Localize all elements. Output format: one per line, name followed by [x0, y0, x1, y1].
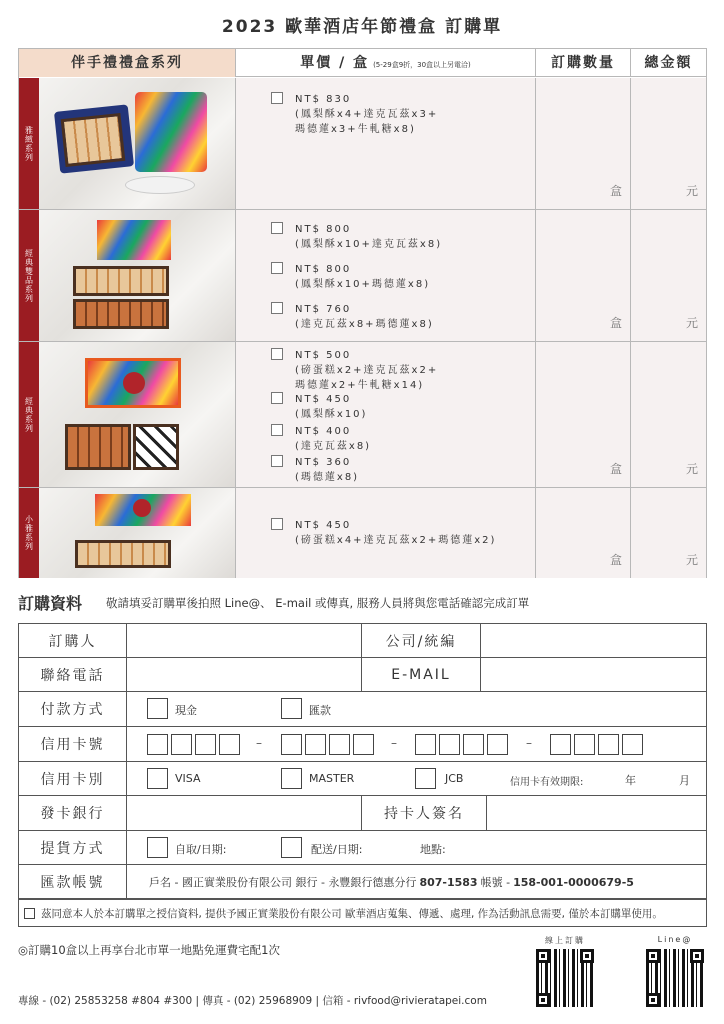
product-photo	[39, 488, 236, 578]
label-payment: 付款方式	[19, 692, 127, 726]
product-table-header	[19, 49, 706, 77]
label-card-number: 信用卡號	[19, 727, 127, 761]
consent-text: 茲同意本人於本訂購單之授信資料, 提供予國正實業股份有限公司 歐華酒店蒐集、傳遞、處理, 作為活動訊息需要, 僅於本訂購單使用。	[41, 907, 663, 920]
qr-finder-icon	[690, 949, 704, 963]
product-row-petite	[19, 488, 706, 578]
option-item: NT$ 450 (鳳梨酥x10)	[295, 392, 367, 422]
brand-seal-image	[133, 499, 151, 517]
header-series: 伴手禮禮盒系列	[19, 49, 236, 77]
pastry-tray-image	[61, 113, 126, 167]
option-item: NT$ 760 (達克瓦茲x8+瑪德蓮x8)	[295, 302, 434, 332]
label-issuer: 發卡銀行	[19, 796, 127, 830]
option-cell	[236, 78, 536, 209]
gift-tin-image	[135, 92, 207, 172]
contact-line: 專線 - (02) 25853258 #804 #300 | 傳真 - (02) 25968909 | 信箱 - rivfood@rivieratapei.com	[18, 995, 487, 1007]
payment-cash-label: 現金	[175, 704, 197, 717]
card-separator: –	[391, 736, 397, 750]
product-row-classic	[19, 342, 706, 488]
product-table	[18, 48, 707, 578]
card-digit-box[interactable]	[305, 734, 326, 755]
phone-input[interactable]	[128, 658, 361, 691]
qr-finder-icon	[536, 949, 550, 963]
card-digit-box[interactable]	[415, 734, 436, 755]
total-cell[interactable]: 元	[631, 78, 706, 209]
card-digit-box[interactable]	[147, 734, 168, 755]
option-item: NT$ 800 (鳳梨酥x10+達克瓦茲x8)	[295, 222, 442, 252]
row-phone	[19, 658, 706, 692]
jcb-label: JCB	[445, 772, 464, 785]
consent-checkbox[interactable]	[24, 908, 35, 919]
card-separator: –	[256, 736, 262, 750]
qr-finder-icon	[646, 993, 660, 1007]
delivery-checkbox[interactable]	[281, 837, 302, 858]
total-cell[interactable]: 元	[631, 342, 706, 487]
option-cell	[236, 342, 536, 487]
label-orderer: 訂購人	[19, 624, 127, 657]
online-order-label: 線上訂購	[545, 936, 585, 945]
delivery-label: 配送/日期:	[311, 843, 363, 856]
brand-seal-image	[123, 372, 145, 394]
line-qr-icon[interactable]	[644, 947, 706, 1009]
pastry-tray-image	[73, 299, 169, 329]
card-digit-box[interactable]	[487, 734, 508, 755]
pastry-tray-image	[65, 424, 131, 470]
header-price-note: (5-29盒9折，30盒以上另電洽)	[373, 61, 471, 69]
card-expiry-year: 年	[625, 774, 636, 787]
label-company: 公司/統編	[361, 624, 481, 657]
master-checkbox[interactable]	[281, 768, 302, 789]
line-label: Line@	[657, 935, 693, 944]
qr-finder-icon	[646, 949, 660, 963]
row-issuer	[19, 796, 706, 831]
gift-box-image	[97, 220, 171, 260]
option-checkbox[interactable]	[271, 392, 283, 404]
option-checkbox[interactable]	[271, 222, 283, 234]
bank-name: 永豐銀行德惠分行	[328, 876, 417, 889]
self-pickup-label: 自取/日期:	[175, 843, 227, 856]
qr-finder-icon	[536, 993, 550, 1007]
card-digit-box[interactable]	[281, 734, 302, 755]
plate-image	[125, 176, 195, 194]
account-number: 158-001-0000679-5	[513, 875, 634, 889]
card-digit-box[interactable]	[574, 734, 595, 755]
card-digit-box[interactable]	[195, 734, 216, 755]
order-info-description: 敬請填妥訂購單後拍照 Line@、 E-mail 或傳真, 服務人員將與您電話確認完成訂單	[106, 596, 530, 610]
header-total: 總金額	[644, 55, 693, 71]
card-digit-box[interactable]	[463, 734, 484, 755]
card-digit-box[interactable]	[329, 734, 350, 755]
option-checkbox[interactable]	[271, 424, 283, 436]
order-info-title: 訂購資料	[18, 594, 83, 613]
page-title: 2023 歐華酒店年節禮盒 訂購單	[221, 17, 503, 37]
visa-label: VISA	[175, 772, 201, 785]
series-tag: 雅緻系列	[19, 78, 39, 209]
label-card-type: 信用卡別	[19, 762, 127, 795]
order-info-table	[18, 623, 707, 899]
product-photo	[39, 342, 236, 487]
quantity-cell[interactable]: 盒	[536, 78, 631, 209]
row-card-number	[19, 727, 706, 762]
quantity-cell[interactable]: 盒	[536, 488, 631, 578]
card-expiry-month: 月	[679, 774, 690, 787]
address-label: 地點:	[420, 843, 446, 856]
label-email: E-MAIL	[361, 658, 481, 691]
option-checkbox[interactable]	[271, 348, 283, 360]
total-cell[interactable]: 元	[631, 488, 706, 578]
label-cardholder-sign: 持卡人簽名	[361, 796, 487, 830]
company-input[interactable]	[482, 624, 706, 657]
card-separator: –	[526, 736, 532, 750]
total-cell[interactable]: 元	[631, 210, 706, 341]
row-card-type	[19, 762, 706, 796]
quantity-cell[interactable]: 盒	[536, 342, 631, 487]
payment-transfer-checkbox[interactable]	[281, 698, 302, 719]
option-cell	[236, 488, 536, 578]
card-digit-box[interactable]	[439, 734, 460, 755]
option-checkbox[interactable]	[271, 518, 283, 530]
payment-cash-checkbox[interactable]	[147, 698, 168, 719]
product-photo	[39, 210, 236, 341]
jcb-checkbox[interactable]	[415, 768, 436, 789]
card-digit-box[interactable]	[598, 734, 619, 755]
option-item: NT$ 500 (磅蛋糕x2+達克瓦茲x2+ 瑪德蓮x2+牛軋糖x14)	[295, 348, 438, 393]
row-pickup	[19, 831, 706, 865]
card-digit-box[interactable]	[622, 734, 643, 755]
quantity-cell[interactable]: 盒	[536, 210, 631, 341]
option-checkbox[interactable]	[271, 262, 283, 274]
label-pickup: 提貨方式	[19, 831, 127, 864]
row-orderer	[19, 624, 706, 658]
series-tag: 小雅系列	[19, 488, 39, 578]
series-tag: 經典系列	[19, 342, 39, 487]
issuer-input[interactable]	[128, 796, 361, 830]
row-payment	[19, 692, 706, 727]
option-item: NT$ 450 (磅蛋糕x4+達克瓦茲x2+瑪德蓮x2)	[295, 518, 496, 548]
product-row-classic-duo	[19, 210, 706, 342]
label-remit: 匯款帳號	[19, 865, 127, 899]
option-item: NT$ 830 (鳳梨酥x4+達克瓦茲x3+ 瑪德蓮x3+牛軋糖x8)	[295, 92, 438, 137]
label-phone: 聯絡電話	[19, 658, 127, 691]
product-photo	[39, 78, 236, 209]
option-item: NT$ 400 (達克瓦茲x8)	[295, 424, 371, 454]
product-row-elegant	[19, 78, 706, 210]
self-pickup-checkbox[interactable]	[147, 837, 168, 858]
email-input[interactable]	[482, 658, 706, 691]
card-digit-box[interactable]	[550, 734, 571, 755]
orderer-input[interactable]	[128, 624, 361, 657]
card-digit-box[interactable]	[219, 734, 240, 755]
option-checkbox[interactable]	[271, 92, 283, 104]
card-digit-box[interactable]	[171, 734, 192, 755]
option-checkbox[interactable]	[271, 302, 283, 314]
bank-info: 戶名 - 國正實業股份有限公司 銀行 - 永豐銀行德惠分行 807-1583 帳號 - 158-001-0000679-5	[149, 875, 634, 889]
option-item: NT$ 800 (鳳梨酥x10+瑪德蓮x8)	[295, 262, 430, 292]
qr-finder-icon	[580, 949, 594, 963]
online-order-qr-icon[interactable]	[534, 947, 596, 1009]
master-label: MASTER	[309, 772, 355, 785]
option-checkbox[interactable]	[271, 455, 283, 467]
visa-checkbox[interactable]	[147, 768, 168, 789]
series-tag: 經典雙品系列	[19, 210, 39, 341]
card-digit-box[interactable]	[353, 734, 374, 755]
pastry-tray-image	[75, 540, 171, 568]
pastry-tray-image	[73, 266, 169, 296]
option-item: NT$ 360 (瑪德蓮x8)	[295, 455, 359, 485]
signature-input[interactable]	[488, 796, 706, 830]
header-price: 單價 / 盒 (5-29盒9折，30盒以上另電洽)	[236, 49, 536, 77]
header-quantity: 訂購數量	[536, 49, 631, 77]
option-cell	[236, 210, 536, 341]
row-remit	[19, 865, 706, 899]
consent-row	[18, 899, 707, 927]
payment-transfer-label: 匯款	[309, 704, 331, 717]
bank-code: 807-1583	[419, 875, 478, 889]
account-name: 國正實業股份有限公司	[181, 876, 292, 889]
card-expiry-label: 信用卡有效期限:	[510, 777, 584, 788]
nougat-tray-image	[133, 424, 179, 470]
promo-note: ◎訂購10盒以上再享台北市單一地點免運費宅配1次	[18, 943, 280, 957]
